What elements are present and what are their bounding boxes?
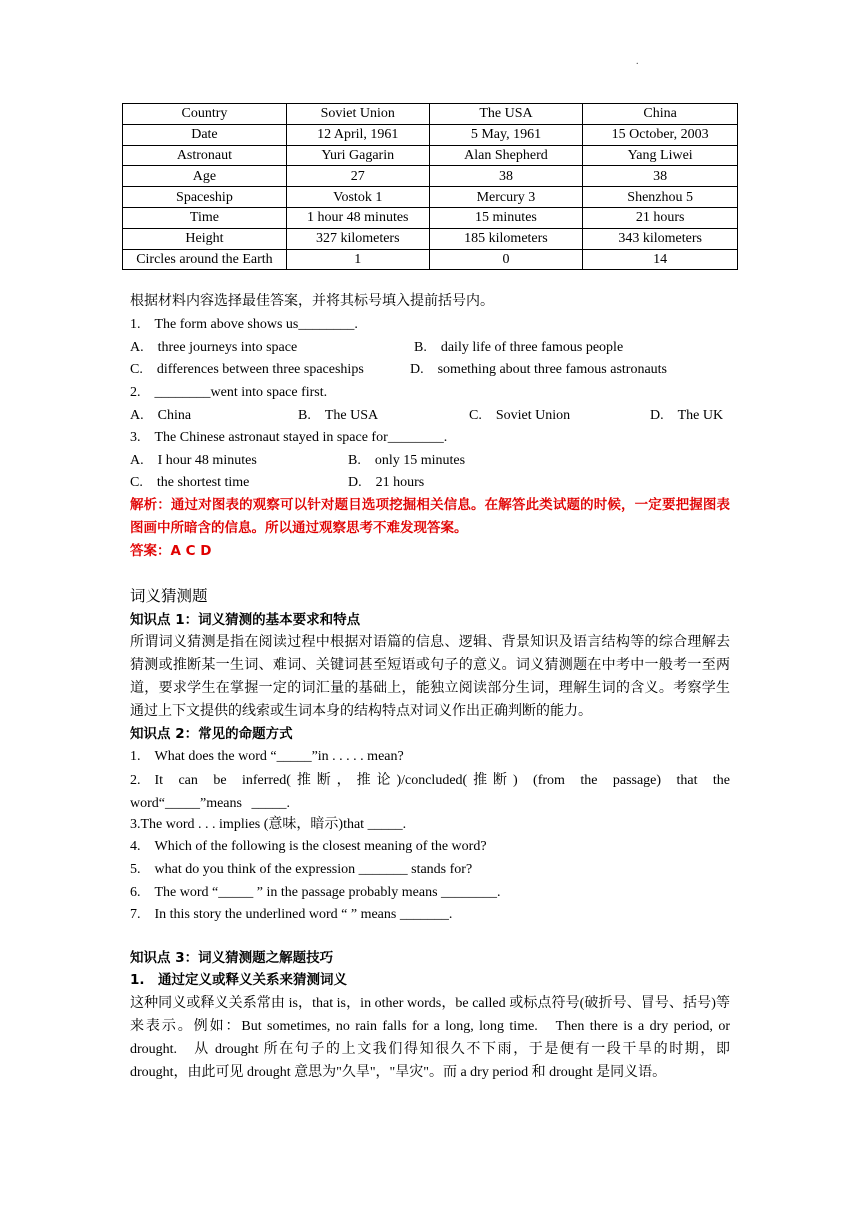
question-3-option-a: A. I hour 48 minutes bbox=[130, 453, 257, 468]
table-cell: Time bbox=[123, 207, 287, 228]
question-3-option-b: B. only 15 minutes bbox=[348, 453, 466, 468]
table-cell: Yang Liwei bbox=[583, 145, 738, 166]
question-1-stem: 1. The form above shows us________. bbox=[130, 317, 358, 332]
knowledge-point-1-body: 所谓词义猜测是指在阅读过程中根据对语篇的信息、逻辑、背景知识及语言结构等的综合理解去猜测或推断某一生词、难词、关键词甚至短语或句子的意义。词义猜测题在中考中一般考一至两道，要求学生在掌握一定的词汇量的基础上，能独立阅读部分生词，理解生词的含义。考察学生通过上下文提供的线索或生词本身的结构特点对词义作出正确判断的能力。 bbox=[130, 635, 730, 719]
table-cell: The USA bbox=[429, 104, 583, 125]
page-marker: . bbox=[636, 56, 639, 67]
question-format-item: 1. What does the word “_____”in . . . . . mean? bbox=[130, 749, 404, 764]
table-cell: 5 May, 1961 bbox=[429, 124, 583, 145]
question-format-item: 5. what do you think of the expression _______ stands for? bbox=[130, 862, 473, 877]
table-cell: Circles around the Earth bbox=[123, 249, 287, 270]
table-cell: 15 minutes bbox=[429, 207, 583, 228]
knowledge-point-1-title: 知识点 1：词义猜测的基本要求和特点 bbox=[130, 612, 361, 628]
knowledge-point-2-title: 知识点 2：常见的命题方式 bbox=[130, 726, 293, 742]
knowledge-point-3-body: 这种同义或释义关系常由 is，that is，in other words，be called 或标点符号(破折号、冒号、括号)等来表示。例如：But sometimes, no rain falls for a long, long time. Then there is a dry period, or drought. 从 drought 所在句子的上文我们得知很久不下雨，于是便有一段干旱的时期，即 drought，由此可见 drought 意思为"久旱"，"旱灾"。而 a dry period 和 drought 是同义语。 bbox=[130, 996, 730, 1080]
table-cell: Alan Shepherd bbox=[429, 145, 583, 166]
table-cell: 15 October, 2003 bbox=[583, 124, 738, 145]
table-cell: 38 bbox=[429, 166, 583, 187]
table-cell: 14 bbox=[583, 249, 738, 270]
question-3-option-d: D. 21 hours bbox=[348, 475, 425, 490]
question-2-option-a: A. China bbox=[130, 408, 192, 423]
question-1-option-c: C. differences between three spaceships bbox=[130, 362, 364, 377]
knowledge-point-3-subtitle: 1. 通过定义或释义关系来猜测词义 bbox=[130, 972, 348, 988]
table-cell: 27 bbox=[286, 166, 429, 187]
section-title: 词义猜测题 bbox=[130, 587, 208, 605]
question-format-item: 4. Which of the following is the closest meaning of the word? bbox=[130, 839, 487, 854]
question-3-stem: 3. The Chinese astronaut stayed in space for________. bbox=[130, 430, 448, 445]
table-cell: 327 kilometers bbox=[286, 228, 429, 249]
question-format-item: 7. In this story the underlined word “ ” means _______. bbox=[130, 907, 453, 922]
table-cell: Vostok 1 bbox=[286, 187, 429, 208]
table-cell: Astronaut bbox=[123, 145, 287, 166]
table-row bbox=[123, 207, 738, 228]
table-cell: Yuri Gagarin bbox=[286, 145, 429, 166]
table-row bbox=[123, 228, 738, 249]
question-1-option-b: B. daily life of three famous people bbox=[414, 340, 624, 355]
question-1-option-a: A. three journeys into space bbox=[130, 340, 298, 355]
question-2-option-d: D. The UK bbox=[650, 408, 724, 423]
question-1-option-d: D. something about three famous astronauts bbox=[410, 362, 668, 377]
table-cell: 0 bbox=[429, 249, 583, 270]
table-cell: Age bbox=[123, 166, 287, 187]
table-cell: 185 kilometers bbox=[429, 228, 583, 249]
table-row bbox=[123, 187, 738, 208]
table-cell: Soviet Union bbox=[286, 104, 429, 125]
question-format-item: 3.The word . . . implies (意味，暗示)that _____. bbox=[130, 817, 407, 832]
table-cell: 1 bbox=[286, 249, 429, 270]
table-cell: Date bbox=[123, 124, 287, 145]
answer-text: 答案：A C D bbox=[130, 543, 212, 559]
table-cell: Mercury 3 bbox=[429, 187, 583, 208]
table-row bbox=[123, 124, 738, 145]
analysis-text: 解析：通过对图表的观察可以针对题目选项挖掘相关信息。在解答此类试题的时候，一定要把握图表图画中所暗含的信息。所以通过观察思考不难发现答案。 bbox=[130, 497, 730, 536]
question-format-item: 2. It can be inferred(推断，推论)/concluded(推断) (from the passage) that the word“_____”means _____. bbox=[130, 773, 730, 811]
table-cell: Spaceship bbox=[123, 187, 287, 208]
table-cell: Country bbox=[123, 104, 287, 125]
table-cell: 1 hour 48 minutes bbox=[286, 207, 429, 228]
question-3-option-c: C. the shortest time bbox=[130, 475, 250, 490]
table-row bbox=[123, 249, 738, 270]
table-cell: 38 bbox=[583, 166, 738, 187]
table-cell: Height bbox=[123, 228, 287, 249]
question-2-option-b: B. The USA bbox=[298, 408, 379, 423]
table-cell: 12 April, 1961 bbox=[286, 124, 429, 145]
instruction-text: 根据材料内容选择最佳答案，并将其标号填入提前括号内。 bbox=[130, 294, 494, 309]
table-header-row bbox=[123, 104, 738, 125]
table-row bbox=[123, 145, 738, 166]
question-2-option-c: C. Soviet Union bbox=[469, 408, 571, 423]
knowledge-point-3-title: 知识点 3：词义猜测题之解题技巧 bbox=[130, 950, 334, 966]
question-format-item: 6. The word “_____ ” in the passage probably means ________. bbox=[130, 885, 501, 900]
table-cell: 21 hours bbox=[583, 207, 738, 228]
table-cell: Shenzhou 5 bbox=[583, 187, 738, 208]
space-missions-table bbox=[122, 103, 738, 270]
table-cell: China bbox=[583, 104, 738, 125]
table-row bbox=[123, 166, 738, 187]
table-cell: 343 kilometers bbox=[583, 228, 738, 249]
question-2-stem: 2. ________went into space first. bbox=[130, 385, 328, 400]
